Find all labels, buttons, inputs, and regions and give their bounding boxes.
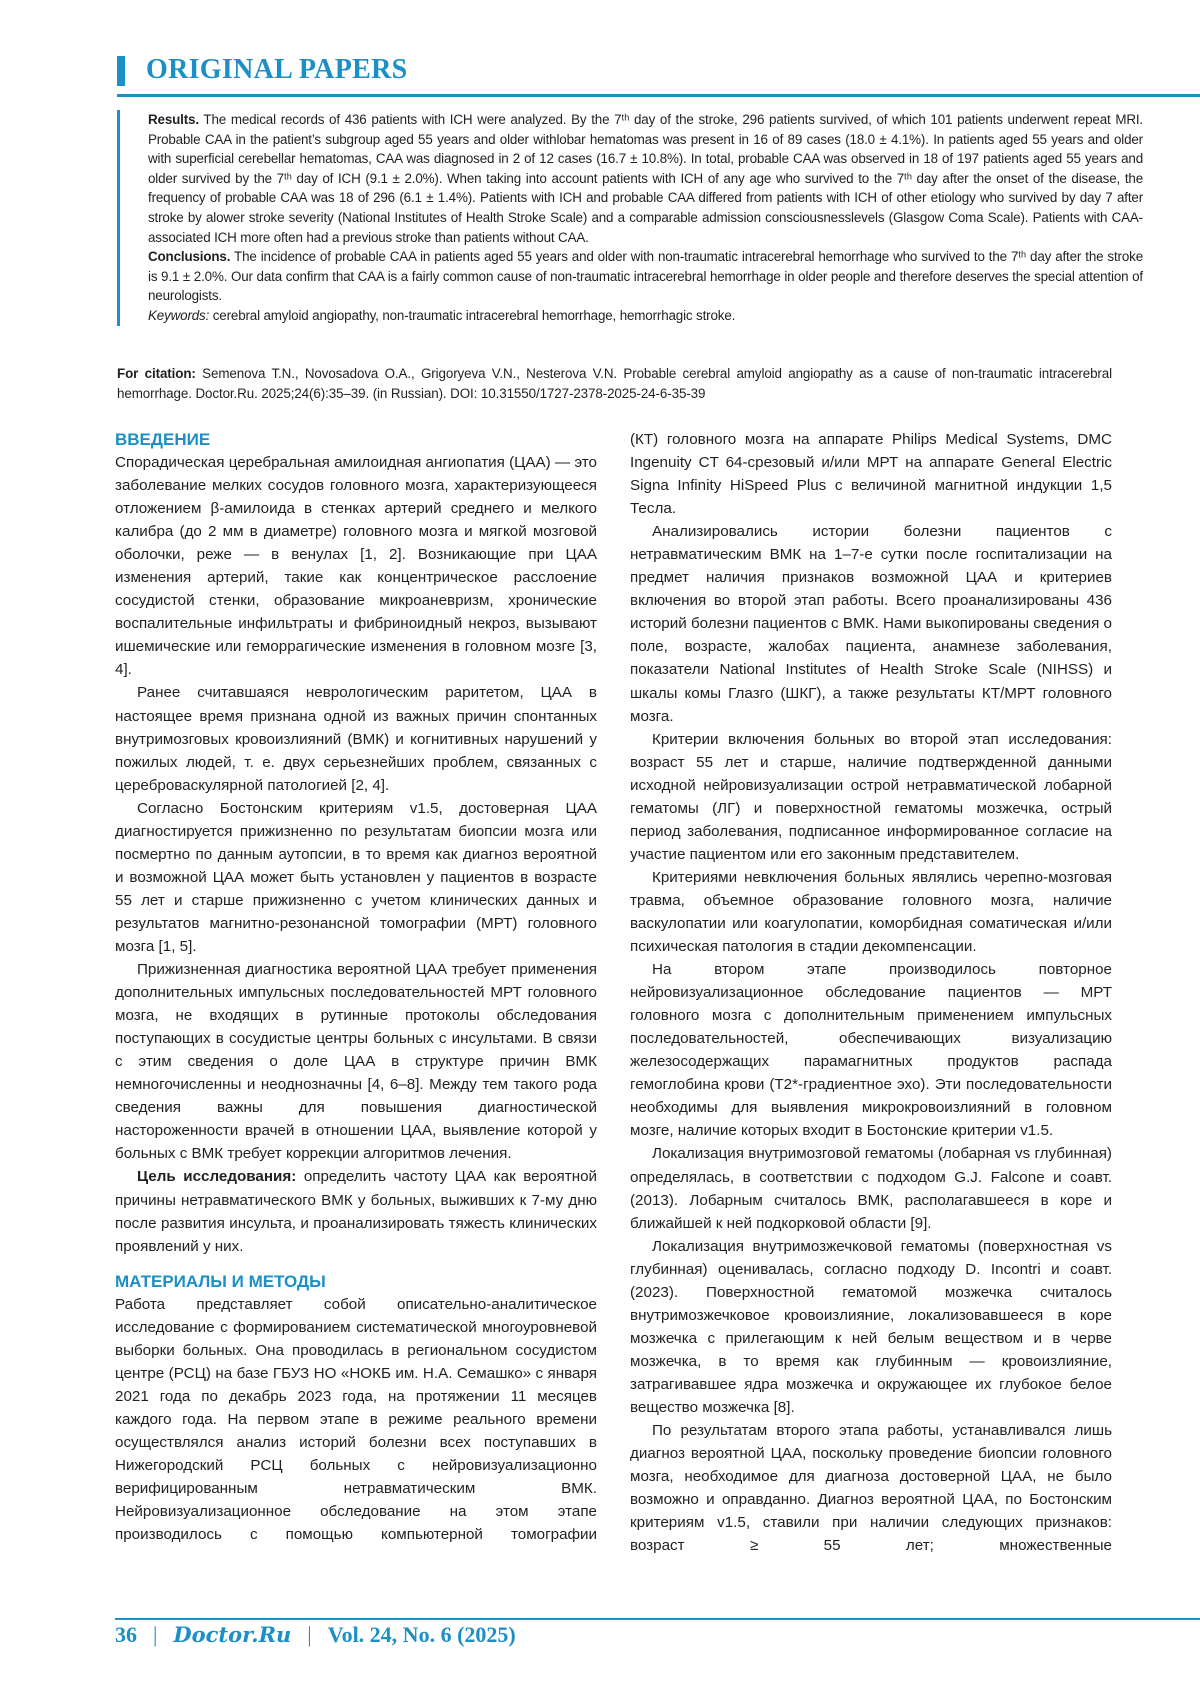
- issue-info: Vol. 24, No. 6 (2025): [328, 1622, 516, 1648]
- paragraph: На втором этапе производилось повторное нейровизуализационное обследование пациентов — МРТ головного мозга с дополнительным применением импульсных последовательностей, обеспечивающих визуализацию железосодержащих парамагнитных продуктов распада гемоглобина крови (T2*-градиентное эхо). Эти последовательности необходимы для выявления микрокровоизлияний в головном мозге, наличие которых входит в Бостонские критерии v1.5.: [630, 958, 1112, 1142]
- keywords-label: Keywords:: [148, 308, 209, 323]
- paragraph: Критериями невключения больных являлись черепно-мозговая травма, объемное образование головного мозга, наличие васкулопатии или коагулопатии, коморбидная соматическая и/или психическая патология в стадии декомпенсации.: [630, 866, 1112, 958]
- footer-separator: |: [307, 1622, 311, 1648]
- abstract-keywords: [148, 306, 1143, 326]
- right-column: [630, 428, 1112, 1557]
- citation-label: For citation:: [117, 366, 196, 381]
- paragraph: (КТ) головного мозга на аппарате Philips Medical Systems, DMC Ingenuity CT 64-срезовый и/или МРТ на аппарате General Electric Signa Infinity HiSpeed Plus с величиной магнитной индукции 1,5 Тесла.: [630, 428, 1112, 520]
- abstract-results: [148, 110, 1143, 247]
- heading-introduction: ВВЕДЕНИЕ: [115, 428, 597, 451]
- header-divider: [117, 94, 1200, 97]
- keywords-text: cerebral amyloid angiopathy, non-traumatic intracerebral hemorrhage, hemorrhagic stroke.: [209, 308, 735, 323]
- page-number: 36: [115, 1622, 137, 1648]
- results-label: Results.: [148, 112, 199, 127]
- paragraph: Критерии включения больных во второй этап исследования: возраст 55 лет и старше, наличие подтвержденной данными исходной нейровизуализации острой нетравматической лобарной гематомы (ЛГ) и поверхностной гематомы мозжечка, острый период заболевания, подписанное информированное согласие на участие пациентом или его законным представителем.: [630, 728, 1112, 866]
- paragraph: Ранее считавшаяся неврологическим раритетом, ЦАА в настоящее время признана одной из важных причин спонтанных внутримозговых кровоизлияний (ВМК) и когнитивных нарушений у пожилых людей, т. е. двух серьезнейших проблем, связанных с цереброваскулярной патологией [2, 4].: [115, 681, 597, 796]
- paragraph: Анализировались истории болезни пациентов с нетравматическим ВМК на 1–7-е сутки после госпитализации на предмет наличия признаков возможной ЦАА и критериев включения во второй этап работы. Всего проанализированы 436 историй болезни пациентов с ВМК. Нами выкопированы сведения о поле, возрасте, жалобах пациента, анамнезе заболевания, показатели National Institutes of Health Stroke Scale (NIHSS) и шкалы комы Глазго (ШКГ), а также результаты КТ/МРТ головного мозга.: [630, 520, 1112, 727]
- paragraph: Согласно Бостонским критериям v1.5, достоверная ЦАА диагностируется прижизненно по результатам биопсии мозга или посмертно по данным аутопсии, в то время как диагноз вероятной и возможной ЦАА может быть установлен у пациентов в возрасте 55 лет и старше прижизненно с учетом клинических данных и результатов магнитно-резонансной томографии (МРТ) головного мозга [1, 5].: [115, 797, 597, 958]
- abstract-conclusions: [148, 247, 1143, 306]
- footer-divider: [115, 1618, 1200, 1620]
- aim-label: Цель исследования:: [137, 1168, 296, 1185]
- results-text: The medical records of 436 patients with ICH were analyzed. By the 7ᵗʰ day of the stroke, 296 patients survived, of which 101 patients underwent repeat MRI. Probable CAA in the patient’s subgroup aged 55 years and older withlobar hematomas was present in 16 of 89 cases (18.0 ± 4.1%). In patients aged 55 years and older with superficial cerebellar hematomas, CAA was diagnosed in 2 of 12 cases (16.7 ± 10.8%). In total, probable CAA was observed in 18 of 197 patients aged 55 years and older survived by the 7ᵗʰ day of ICH (9.1 ± 2.0%). When taking into account patients with ICH of any age who survived to the 7ᵗʰ day after the onset of the disease, the frequency of probable CAA was 18 of 296 (6.1 ± 1.4%). Patients with ICH and probable CAA differed from patients with ICH of other etiology who survived by day 7 after stroke by alower stroke severity (National Institutes of Health Stroke Scale) and a comparable admission consciousnesslevels (Glasgow Coma Scale). Patients with CAA-associated ICH more often had a previous stroke than patients without CAA.: [148, 112, 1143, 245]
- paragraph: Спорадическая церебральная амилоидная ангиопатия (ЦАА) — это заболевание мелких сосудов головного мозга, характеризующееся отложением β-амилоида в стенках артерий среднего и мелкого калибра (до 2 мм в диаметре) головного мозга и мягкой мозговой оболочки, реже — в венулах [1, 2]. Возникающие при ЦАА изменения артерий, такие как концентрическое расслоение сосудистой стенки, образование микроаневризм, хронические воспалительные инфильтраты и фибриноидный некроз, вызывают ишемические или геморрагические изменения в головном мозге [3, 4].: [115, 451, 597, 681]
- paragraph-aim: [115, 1165, 597, 1257]
- aim-text: определить частоту ЦАА как вероятной причины нетравматического ВМК у больных, выживших к 7-му дню после развития инсульта, и проанализировать тяжесть клинических проявлений у них.: [115, 1168, 597, 1254]
- heading-methods: МАТЕРИАЛЫ И МЕТОДЫ: [115, 1270, 597, 1293]
- footer: [115, 1622, 516, 1648]
- abstract: [117, 110, 1143, 326]
- conclusions-text: The incidence of probable CAA in patients aged 55 years and older with non-traumatic intracerebral hemorrhage who survived to the 7ᵗʰ day after the stroke is 9.1 ± 2.0%. Our data confirm that CAA is a fairly common cause of non-traumatic intracerebral hemorrhage in older people and therefore deserves the special attention of neurologists.: [148, 249, 1143, 303]
- paragraph: Прижизненная диагностика вероятной ЦАА требует применения дополнительных импульсных последовательностей МРТ головного мозга, не входящих в рутинные протоколы обследования поступающих в сосудистые центры больных с инсультами. В связи с этим сведения о доле ЦАА в структуре причин ВМК немногочисленны и неоднозначны [4, 6–8]. Между тем такого рода сведения важны для повышения диагностической настороженности врачей в отношении ЦАА, выявление которой у больных с ВМК требует коррекции алгоритмов лечения.: [115, 958, 597, 1165]
- citation-text: Semenova T.N., Novosadova O.A., Grigoryeva V.N., Nesterova V.N. Probable cerebral amyloid angiopathy as a cause of non-traumatic intracerebral hemorrhage. Doctor.Ru. 2025;24(6):35–39. (in Russian). DOI: 10.31550/1727-2378-2025-24-6-35-39: [117, 366, 1112, 401]
- section-title: ORIGINAL PAPERS: [146, 54, 407, 86]
- left-column: [115, 428, 597, 1546]
- footer-separator: |: [153, 1622, 157, 1648]
- citation: [117, 364, 1112, 403]
- paragraph: Локализация внутримозговой гематомы (лобарная vs глубинная) определялась, в соответствии с подходом G.J. Falcone и соавт. (2013). Лобарным считалось ВМК, располагавшееся в коре и ближайшей к ней подкорковой области [9].: [630, 1142, 1112, 1234]
- journal-logo: Doctor.Ru: [173, 1622, 291, 1647]
- conclusions-label: Conclusions.: [148, 249, 230, 264]
- section-marker: [117, 56, 125, 86]
- paragraph: Работа представляет собой описательно-аналитическое исследование с формированием систематической многоуровневой выборки больных. Она проводилась в региональном сосудистом центре (РСЦ) на базе ГБУЗ НО «НОКБ им. Н.А. Семашко» с января 2021 года по декабрь 2023 года, на протяжении 11 месяцев каждого года. На первом этапе в режиме реального времени осуществлялся анализ историй болезни всех поступавших в Нижегородский РСЦ больных с нейровизуализационно верифицированным нетравматическим ВМК. Нейровизуализационное обследование на этом этапе производилось с помощью компьютерной томографии: [115, 1293, 597, 1547]
- paragraph: По результатам второго этапа работы, устанавливался лишь диагноз вероятной ЦАА, поскольку проведение биопсии головного мозга, необходимое для диагноза достоверной ЦАА, не было возможно и оправданно. Диагноз вероятной ЦАА, по Бостонским критериям v1.5, ставили при наличии следующих признаков: возраст ≥ 55 лет; множественные: [630, 1419, 1112, 1557]
- paragraph: Локализация внутримозжечковой гематомы (поверхностная vs глубинная) оценивалась, согласно подходу D. Incontri и соавт. (2023). Поверхностной гематомой мозжечка считалось внутримозжечковое кровоизлияние, локализовавшееся в коре мозжечка с прилегающим к ней белым веществом и в черве мозжечка, в то время как глубинным — кровоизлияние, затрагивавшее ядра мозжечка и окружающее их глубокое белое вещество мозжечка [8].: [630, 1235, 1112, 1419]
